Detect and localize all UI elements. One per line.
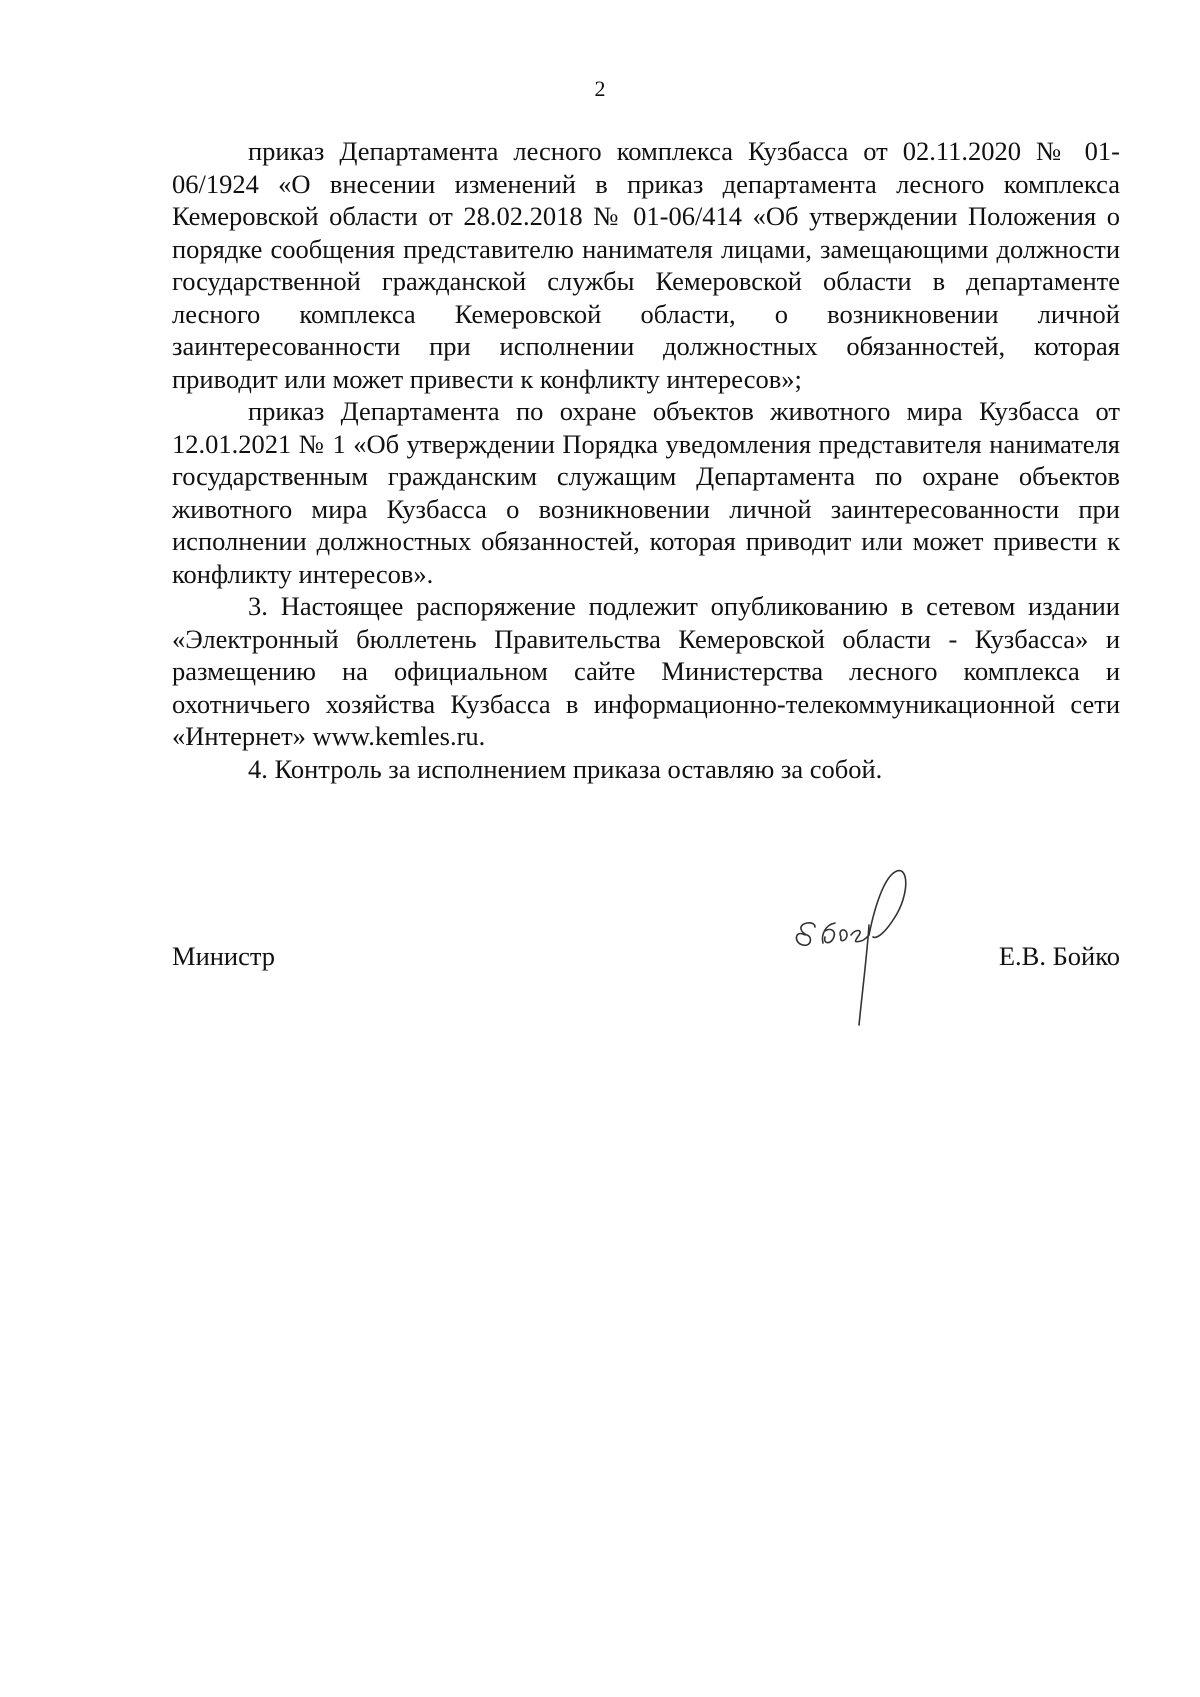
signer-position: Министр: [172, 941, 276, 971]
page-number: 2: [594, 76, 606, 101]
document-body: [172, 135, 1120, 785]
paragraph-publication: 3. Настоящее распоряжение подлежит опубликованию в сетевом издании «Электронный бюллетень Правительства Кемеровской области - Кузбасса» и размещению на официальном сайте Министерства лесного комплекса и охотничьего хозяйства Кузбасса в информационно-телекоммуникационной сети «Интернет» www.kemles.ru.: [172, 591, 1120, 751]
paragraph-order-forest-complex: приказ Департамента лесного комплекса Кузбасса от 02.11.2020 № 01-06/1924 «О внесении изменений в приказ департамента лесного комплекса Кемеровской области от 28.02.2018 № 01-06/414 «Об утверждении Положения о порядке сообщения представителю нанимателя лицами, замещающими должности государственной гражданской службы Кемеровской области в департаменте лесного комплекса Кемеровской области, о возникновении личной заинтересованности при исполнении должностных обязанностей, которая приводит или может привести к конфликту интересов»;: [172, 136, 1120, 394]
paragraph-control: 4. Контроль за исполнением приказа оставляю за собой.: [248, 753, 883, 784]
signature-row: [172, 940, 1120, 980]
paragraph-order-wildlife: приказ Департамента по охране объектов животного мира Кузбасса от 12.01.2021 № 1 «Об утверждении Порядка уведомления представителя нанимателя государственным гражданским служащим Департамента по охране объектов животного мира Кузбасса о возникновении личной заинтересованности при исполнении должностных обязанностей, которая приводит или может привести к конфликту интересов».: [172, 396, 1120, 589]
signer-name: Е.В. Бойко: [998, 941, 1120, 971]
